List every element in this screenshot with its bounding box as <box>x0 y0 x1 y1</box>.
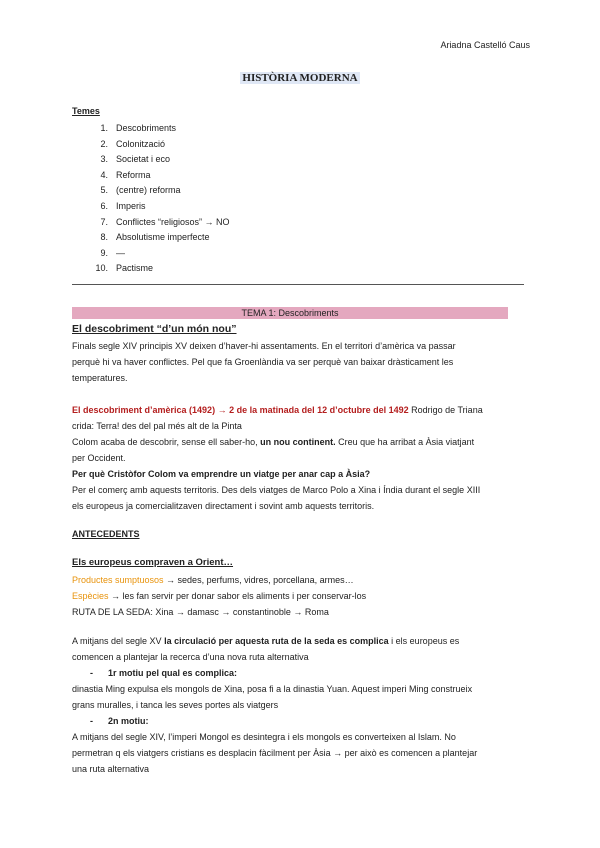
theme-label: Colonització <box>116 138 166 149</box>
theme-number: 8. <box>100 232 108 243</box>
theme-label: (centre) reforma <box>116 185 181 196</box>
theme-item <box>90 168 230 184</box>
text-run: Creu que ha arribat a Àsia viatjant <box>335 437 475 447</box>
theme-number: 1. <box>100 123 108 133</box>
products-label: Productes sumptuosos <box>72 575 164 585</box>
question-line: Per què Cristòfor Colom va emprendre un viatge per anar cap a Àsia? <box>72 469 371 479</box>
theme-label: Societat i eco <box>116 154 171 165</box>
antecedents-heading: ANTECEDENTS <box>72 529 140 539</box>
theme-label: Absolutisme imperfecte <box>116 232 210 243</box>
paragraph-line: Per el comerç amb aquests territoris. Des dels viatges de Marco Polo a Xina i Índia durant el segle XIII <box>72 485 481 495</box>
america-line <box>72 405 483 415</box>
bold-run: la circulació per aquesta ruta de la seda es complica <box>164 636 389 646</box>
paragraph-line: grans muralles, i tanca les seves portes als viatgers <box>72 700 279 710</box>
theme-label: Conflictes “religiosos” → NO <box>116 216 230 227</box>
america-heading: El descobriment d’amèrica (1492) <box>72 405 216 415</box>
motive-1-label: 1r motiu pel qual es complica: <box>108 668 238 678</box>
theme-number: 6. <box>100 200 108 211</box>
themes-heading: Temes <box>72 106 100 116</box>
theme-item <box>90 183 230 199</box>
paragraph-line: temperatures. <box>72 373 128 383</box>
paragraph-line: crida: Terra! des del pal més alt de la Pinta <box>72 421 242 431</box>
theme-number: 7. <box>100 216 108 227</box>
theme-number: 9. <box>100 247 108 258</box>
silk-road-line: RUTA DE LA SEDA: Xina → damasc → constantinoble → Roma <box>72 607 329 617</box>
bullet-dash: - <box>90 668 93 678</box>
theme-label: Imperis <box>116 200 146 211</box>
divider <box>72 284 524 285</box>
theme-number: 5. <box>100 185 108 196</box>
theme-item <box>90 215 230 231</box>
theme-item <box>90 261 230 277</box>
paragraph-line <box>72 437 474 447</box>
paragraph-line: per Occident. <box>72 453 126 463</box>
theme-item <box>90 121 230 137</box>
paragraph-line: una ruta alternativa <box>72 764 150 774</box>
theme-number: 2. <box>100 138 108 149</box>
theme-number: 10. <box>95 263 108 274</box>
america-date: → 2 de la matinada del 12 d’octubre del 1492 <box>217 405 409 415</box>
theme-item <box>90 230 230 246</box>
america-text: Rodrigo de Triana <box>408 405 483 415</box>
theme-number: 3. <box>100 154 108 165</box>
page-title <box>0 72 600 84</box>
theme-item <box>90 152 230 168</box>
theme-label: — <box>116 247 125 258</box>
section-heading-nou-mon: El descobriment “d’un món nou” <box>72 323 237 335</box>
paragraph-line: A mitjans del segle XIV, l’imperi Mongol es desintegra i els mongols es converteixen al Islam. No <box>72 732 456 742</box>
products-line <box>72 575 354 585</box>
paragraph-line <box>72 636 459 646</box>
themes-list <box>90 121 230 277</box>
products-text: → sedes, perfums, vidres, porcellana, armes… <box>163 575 354 585</box>
theme-label: Pactisme <box>116 263 154 274</box>
theme-number: 4. <box>100 169 108 180</box>
theme-label: Reforma <box>116 169 151 180</box>
theme-label: Descobriments <box>116 123 177 133</box>
spices-label: Espècies <box>72 591 109 601</box>
title-text: HISTÒRIA MODERNA <box>242 72 358 84</box>
theme-item <box>90 137 230 153</box>
text-run: i els europeus es <box>388 636 460 646</box>
spices-line <box>72 591 366 601</box>
spices-text: → les fan servir per donar sabor els aliments i per conservar-los <box>108 591 367 601</box>
author-name: Ariadna Castelló Caus <box>440 40 530 50</box>
paragraph-line: els europeus ja comercialitzaven directament i sovint amb aquests territoris. <box>72 501 375 511</box>
tema-band: TEMA 1: Descobriments <box>72 307 508 319</box>
bullet-dash: - <box>90 716 93 726</box>
theme-item <box>90 199 230 215</box>
paragraph-line: dinastia Ming expulsa els mongols de Xina, posa fi a la dinastia Yuan. Aquest imperi Ming construeix <box>72 684 473 694</box>
paragraph-line: Finals segle XIV principis XV deixen d’haver-hi assentaments. En el territori d’amèrica va passar <box>72 341 456 351</box>
theme-item <box>90 246 230 262</box>
text-run: A mitjans del segle XV <box>72 636 165 646</box>
bold-run: un nou continent. <box>260 437 336 447</box>
paragraph-line: perquè hi va haver conflictes. Pel que fa Groenlàndia va ser perquè van baixar dràsticament les <box>72 357 454 367</box>
text-run: Colom acaba de descobrir, sense ell saber-ho, <box>72 437 261 447</box>
orient-heading: Els europeus compraven a Orient… <box>72 557 234 568</box>
motive-2-label: 2n motiu: <box>108 716 149 726</box>
paragraph-line: comencen a plantejar la recerca d’una nova ruta alternativa <box>72 652 309 662</box>
paragraph-line: permetran q els viatgers cristians es desplacin fàcilment per Àsia → per això es comencen a plantejar <box>72 748 478 758</box>
